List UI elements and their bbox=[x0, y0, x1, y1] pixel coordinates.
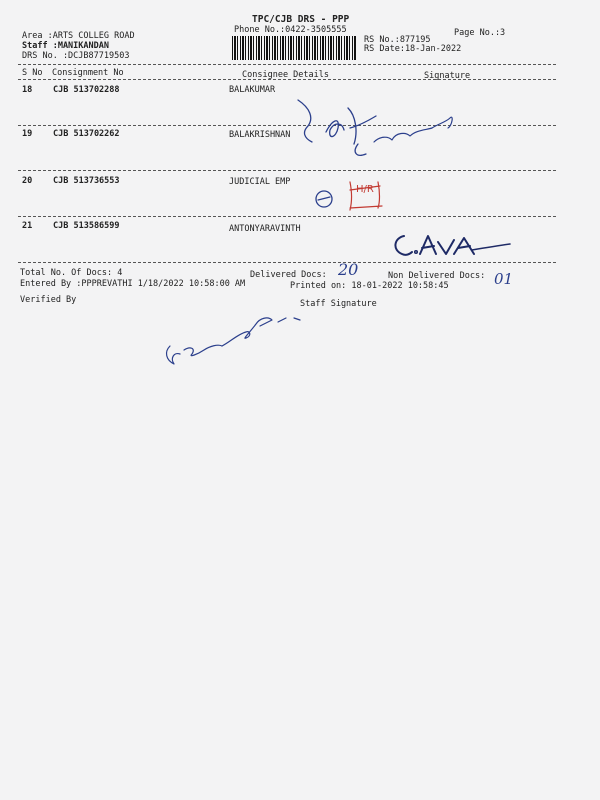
column-header-consignment: Consignment No bbox=[52, 68, 124, 78]
report-title: TPC/CJB DRS - PPP bbox=[252, 14, 350, 25]
row20-circle-mark bbox=[306, 178, 396, 218]
entered-by: Entered By :PPPREVATHI 1/18/2022 10:58:00 AM bbox=[20, 279, 246, 289]
row-consignment: CJB 513736553 bbox=[53, 176, 120, 186]
non-delivered-count-handwritten: 01 bbox=[494, 270, 514, 288]
non-delivered-docs-label: Non Delivered Docs: bbox=[388, 271, 486, 281]
row-consignee: ANTONYARAVINTH bbox=[229, 224, 301, 234]
row-consignee: BALAKRISHNAN bbox=[229, 130, 291, 140]
row-divider bbox=[18, 170, 556, 171]
phone-number: Phone No.:0422-3505555 bbox=[234, 25, 347, 35]
staff-field: Staff :MANIKANDAN bbox=[22, 41, 109, 51]
row19-signature bbox=[296, 92, 466, 170]
row-consignment: CJB 513702288 bbox=[53, 85, 120, 95]
barcode-image bbox=[232, 36, 356, 60]
verified-by-label: Verified By bbox=[20, 295, 77, 305]
column-header-signature: Signature bbox=[424, 71, 471, 81]
verifier-signature bbox=[160, 310, 320, 372]
row-sno: 21 bbox=[22, 221, 33, 231]
delivered-docs-label: Delivered Docs: bbox=[250, 270, 327, 280]
row20-hr-mark: H/R bbox=[356, 184, 374, 195]
row-divider bbox=[18, 125, 556, 126]
row-divider bbox=[18, 262, 556, 263]
row-consignment: CJB 513702262 bbox=[53, 129, 120, 139]
row21-signature bbox=[388, 228, 518, 262]
column-header-consignee: Consignee Details bbox=[242, 70, 329, 80]
printed-on: Printed on: 18-01-2022 10:58:45 bbox=[290, 281, 449, 291]
area-field: Area :ARTS COLLEG ROAD bbox=[22, 31, 135, 41]
delivered-count-handwritten: 20 bbox=[338, 260, 359, 279]
page-number: Page No.:3 bbox=[454, 28, 506, 38]
row-consignment: CJB 513586599 bbox=[53, 221, 120, 231]
rs-date: RS Date:18-Jan-2022 bbox=[364, 44, 462, 54]
row-consignee: JUDICIAL EMP bbox=[229, 177, 291, 187]
total-docs: Total No. Of Docs: 4 bbox=[20, 268, 123, 278]
row-sno: 19 bbox=[22, 129, 33, 139]
divider bbox=[18, 64, 556, 65]
rs-number: RS No.:877195 bbox=[364, 35, 431, 45]
staff-signature-label: Staff Signature bbox=[300, 299, 377, 309]
row-sno: 18 bbox=[22, 85, 33, 95]
drs-number: DRS No. :DCJB87719503 bbox=[22, 51, 130, 61]
divider bbox=[18, 79, 556, 80]
row-divider bbox=[18, 216, 556, 217]
column-header-sno: S No bbox=[22, 68, 43, 78]
row-sno: 20 bbox=[22, 176, 33, 186]
row-consignee: BALAKUMAR bbox=[229, 85, 276, 95]
